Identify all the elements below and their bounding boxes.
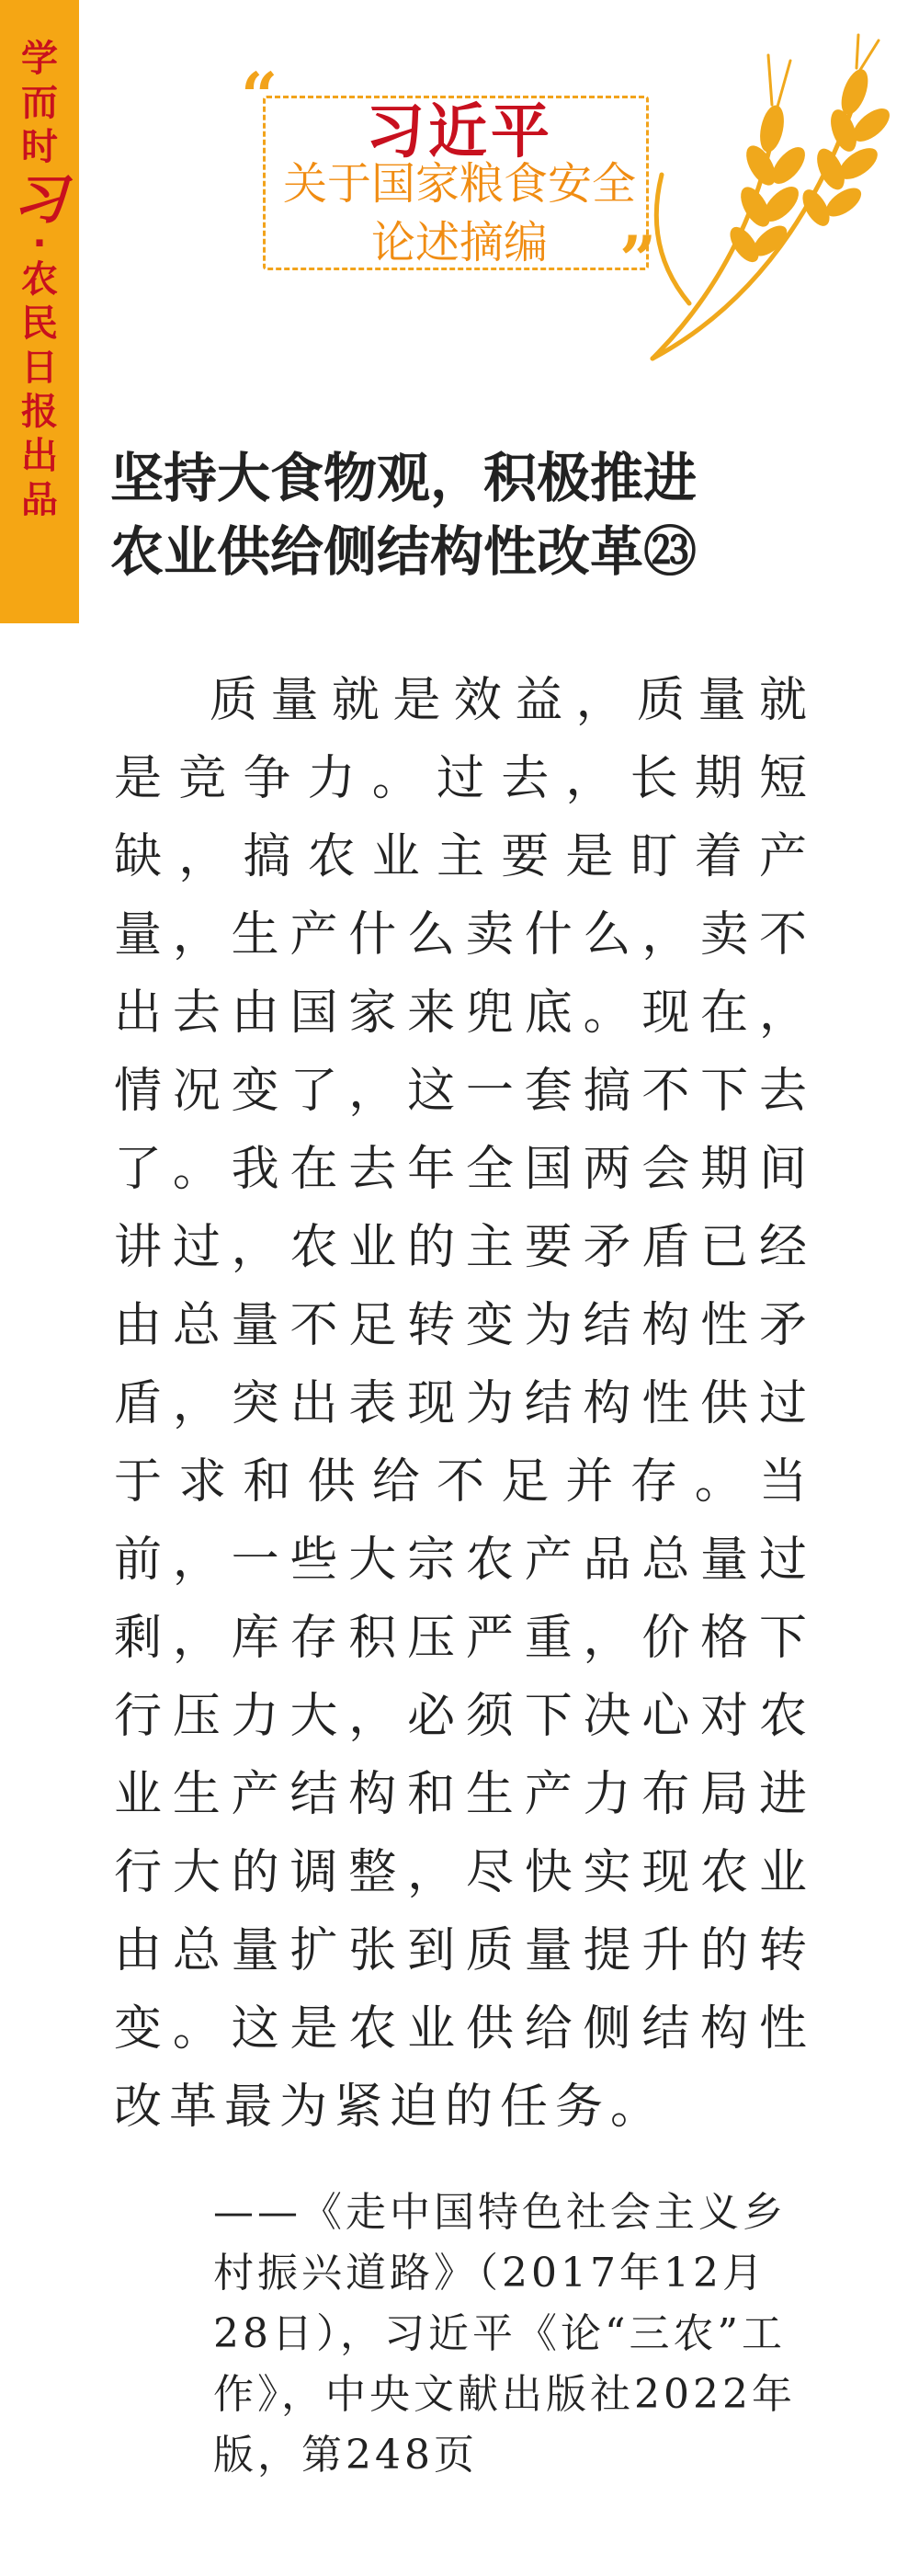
headline-line2: 农业供给侧结构性改革㉓ — [110, 520, 698, 583]
banner-char: 报 — [21, 391, 58, 433]
source-citation: ——《走中国特色社会主义乡村振兴道路》（2017年12月28日），习近平《论“三农”工作》，中央文献出版社2022年版，第248页 — [213, 2189, 796, 2479]
quote-open-mark: “ — [241, 58, 278, 134]
banner-char: 学 — [21, 38, 58, 80]
quote-close-mark: ” — [619, 222, 657, 298]
series-title-line1: 关于国家粮食安全 — [282, 158, 636, 210]
body-paragraph: 质量就是效益，质量就是竞争力。过去，长期短缺，搞农业主要是盯着产量，生产什么卖什么，卖不出去由国家来兜底。现在，情况变了，这一套搞不下去了。我在去年全国两会期间讲过，农业的主要矛盾已经由总量不足转变为结构性矛盾，突出表现为结构性供过于求和供给不足并存。当前，一些大宗农产品总量过剩，库存积压严重，价格下行压力大，必须下决心对农业生产结构和生产力布局进行大的调整，尽快实现农业由总量扩张到质量提升的转变。这是农业供给侧结构性改革最为紧迫的任务。 — [114, 673, 814, 2135]
banner-char: 出 — [21, 435, 58, 477]
banner-char: 而 — [21, 82, 58, 124]
author-name: 习近平 — [366, 98, 553, 166]
banner-dot: · — [32, 222, 47, 265]
banner-char: 农 — [21, 258, 58, 301]
banner-char: 日 — [21, 347, 58, 389]
headline-line1: 坚持大食物观，积极推进 — [110, 447, 698, 509]
banner-char: 民 — [21, 302, 58, 345]
series-title — [221, 154, 698, 272]
series-title-line2: 论述摘编 — [370, 217, 548, 268]
banner-char-xi: 习 — [12, 168, 66, 231]
wheat-icon — [634, 28, 910, 368]
banner-char: 品 — [21, 479, 58, 521]
headline — [110, 441, 864, 588]
banner-char: 时 — [21, 126, 58, 168]
